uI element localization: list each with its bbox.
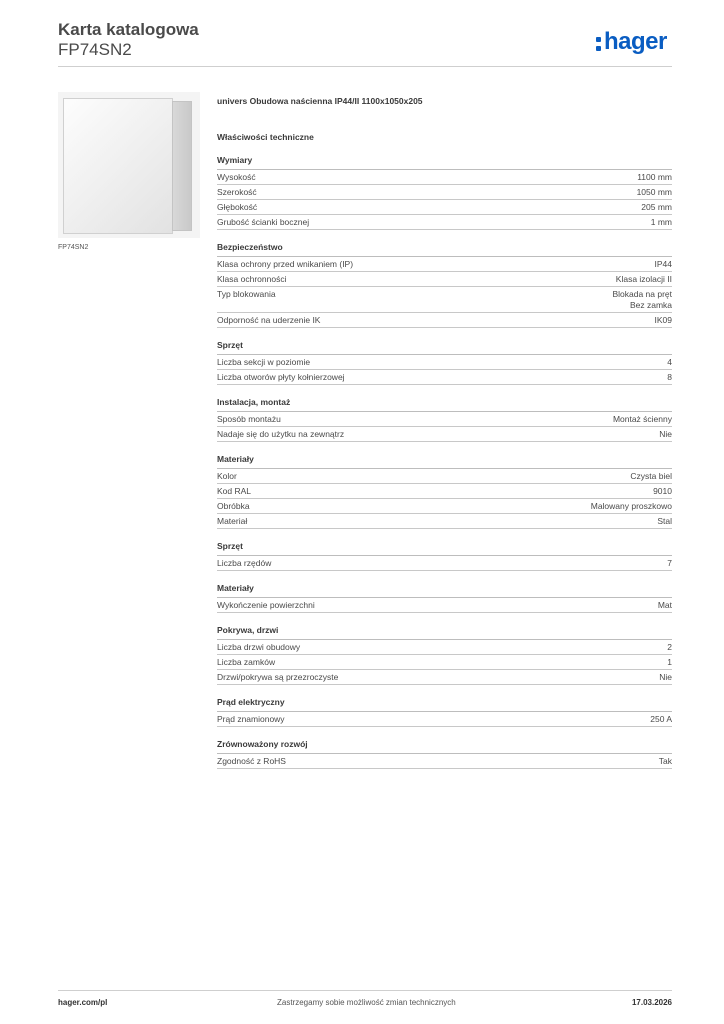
spec-value-line: Stal [657, 516, 672, 526]
spec-label: Typ blokowania [217, 289, 276, 299]
spec-label: Zgodność z RoHS [217, 756, 286, 766]
spec-row [217, 670, 672, 685]
spec-value [653, 486, 672, 497]
spec-label: Obróbka [217, 501, 250, 511]
spec-row [217, 370, 672, 385]
spec-value [630, 471, 672, 482]
spec-row [217, 499, 672, 514]
spec-value [655, 315, 673, 326]
spec-section [217, 242, 672, 328]
spec-label: Liczba zamków [217, 657, 276, 667]
spec-row [217, 355, 672, 370]
spec-label: Klasa ochrony przed wnikaniem (IP) [217, 259, 354, 269]
spec-value-line: IK09 [654, 315, 672, 325]
spec-section [217, 583, 672, 613]
page-title: Karta katalogowa [58, 20, 199, 39]
spec-row [217, 598, 672, 613]
section-title: Bezpieczeństwo [217, 242, 672, 257]
spec-row [217, 655, 672, 670]
spec-row [217, 484, 672, 499]
spec-label: Nadaje się do użytku na zewnątrz [217, 429, 345, 439]
cabinet-side-illustration [172, 101, 192, 231]
spec-value-line: Mat [657, 600, 672, 610]
product-code: FP74SN2 [58, 40, 132, 59]
footer-date: 17.03.2026 [631, 998, 672, 1007]
spec-value-line: Klasa izolacji II [615, 274, 672, 284]
spec-value [667, 642, 672, 653]
spec-row [217, 469, 672, 484]
spec-label: Grubość ścianki bocznej [217, 217, 310, 227]
spec-label: Kod RAL [217, 486, 252, 496]
spec-value-line: 8 [667, 372, 672, 382]
spec-row [217, 712, 672, 727]
spec-section [217, 625, 672, 685]
spec-value [637, 172, 672, 183]
spec-value [659, 756, 672, 767]
spec-label: Prąd znamionowy [217, 714, 285, 724]
spec-value-line: 1100 mm [637, 172, 672, 182]
product-image [58, 92, 200, 238]
spec-section [217, 697, 672, 727]
footer-disclaimer: Zastrzegamy sobie możliwość zmian technicznych [277, 998, 456, 1007]
spec-value [667, 372, 672, 383]
spec-value-line: 7 [667, 558, 672, 568]
spec-value [612, 289, 672, 311]
product-name: univers Obudowa naścienna IP44/II 1100x1050x205 [217, 96, 423, 106]
spec-section [217, 397, 672, 442]
spec-value-line: 250 A [650, 714, 672, 724]
spec-value-line: 9010 [653, 486, 672, 496]
spec-value [667, 357, 672, 368]
spec-value [659, 672, 672, 683]
spec-label: Liczba sekcji w poziomie [217, 357, 311, 367]
spec-row [217, 185, 672, 200]
spec-label: Sposób montażu [217, 414, 281, 424]
section-title: Sprzęt [217, 541, 672, 556]
spec-value-line: 1 [667, 657, 672, 667]
spec-row [217, 556, 672, 571]
properties-heading: Właściwości techniczne [217, 132, 314, 142]
spec-sections [217, 155, 672, 769]
spec-section [217, 541, 672, 571]
section-title: Materiały [217, 583, 672, 598]
section-title: Instalacja, montaż [217, 397, 672, 412]
spec-row [217, 257, 672, 272]
spec-value-line: Nie [659, 429, 672, 439]
spec-row [217, 215, 672, 230]
spec-label: Kolor [217, 471, 237, 481]
spec-value [613, 414, 672, 425]
spec-value [641, 202, 672, 213]
spec-value [667, 558, 672, 569]
spec-row [217, 272, 672, 287]
spec-label: Materiał [217, 516, 248, 526]
spec-value-line: IP44 [654, 259, 672, 269]
logo-text: hager [604, 28, 667, 55]
section-title: Wymiary [217, 155, 672, 170]
spec-value [651, 217, 672, 228]
spec-label: Liczba rzędów [217, 558, 272, 568]
spec-value-line: Montaż ścienny [612, 414, 672, 424]
spec-section [217, 340, 672, 385]
section-title: Pokrywa, drzwi [217, 625, 672, 640]
spec-row [217, 287, 672, 313]
spec-value [655, 259, 673, 270]
spec-value-line: Bez zamka [629, 300, 672, 310]
spec-value [657, 516, 672, 527]
spec-section [217, 454, 672, 529]
spec-label: Wysokość [217, 172, 256, 182]
spec-value-line: 1050 mm [636, 187, 672, 197]
spec-value-line: 1 mm [650, 217, 672, 227]
footer-website-link[interactable]: hager.com/pl [58, 998, 108, 1007]
spec-row [217, 514, 672, 529]
spec-value [650, 714, 672, 725]
logo-dots-icon [596, 31, 602, 53]
section-title: Zrównoważony rozwój [217, 739, 672, 754]
header-divider [58, 66, 672, 67]
spec-label: Liczba otworów płyty kołnierzowej [217, 372, 345, 382]
spec-value [616, 274, 672, 285]
spec-sheet [217, 95, 672, 769]
cabinet-front-illustration [63, 98, 173, 234]
spec-value-line: 4 [667, 357, 672, 367]
spec-label: Liczba drzwi obudowy [217, 642, 301, 652]
section-title: Prąd elektryczny [217, 697, 672, 712]
spec-label: Klasa ochronności [217, 274, 287, 284]
spec-label: Głębokość [217, 202, 258, 212]
hager-logo[interactable] [596, 28, 667, 56]
spec-label: Drzwi/pokrywa są przezroczyste [217, 672, 339, 682]
spec-label: Wykończenie powierzchni [217, 600, 315, 610]
spec-row [217, 200, 672, 215]
spec-row [217, 640, 672, 655]
spec-label: Szerokość [217, 187, 257, 197]
spec-value-line: Blokada na pręt [612, 289, 672, 299]
spec-value-line: 2 [667, 642, 672, 652]
spec-row [217, 412, 672, 427]
spec-row [217, 170, 672, 185]
image-caption: FP74SN2 [58, 244, 89, 251]
spec-value [659, 429, 672, 440]
spec-label: Odporność na uderzenie IK [217, 315, 321, 325]
section-title: Sprzęt [217, 340, 672, 355]
spec-value-line: 205 mm [641, 202, 672, 212]
footer-divider [58, 990, 672, 991]
spec-value-line: Malowany proszkowo [590, 501, 672, 511]
spec-value [667, 657, 672, 668]
spec-row [217, 313, 672, 328]
spec-row [217, 754, 672, 769]
spec-section [217, 739, 672, 769]
spec-row [217, 427, 672, 442]
spec-value-line: Nie [659, 672, 672, 682]
spec-value [637, 187, 672, 198]
spec-section [217, 155, 672, 230]
spec-value-line: Tak [658, 756, 672, 766]
spec-value [658, 600, 672, 611]
spec-value [591, 501, 672, 512]
section-title: Materiały [217, 454, 672, 469]
spec-value-line: Czysta biel [630, 471, 672, 481]
